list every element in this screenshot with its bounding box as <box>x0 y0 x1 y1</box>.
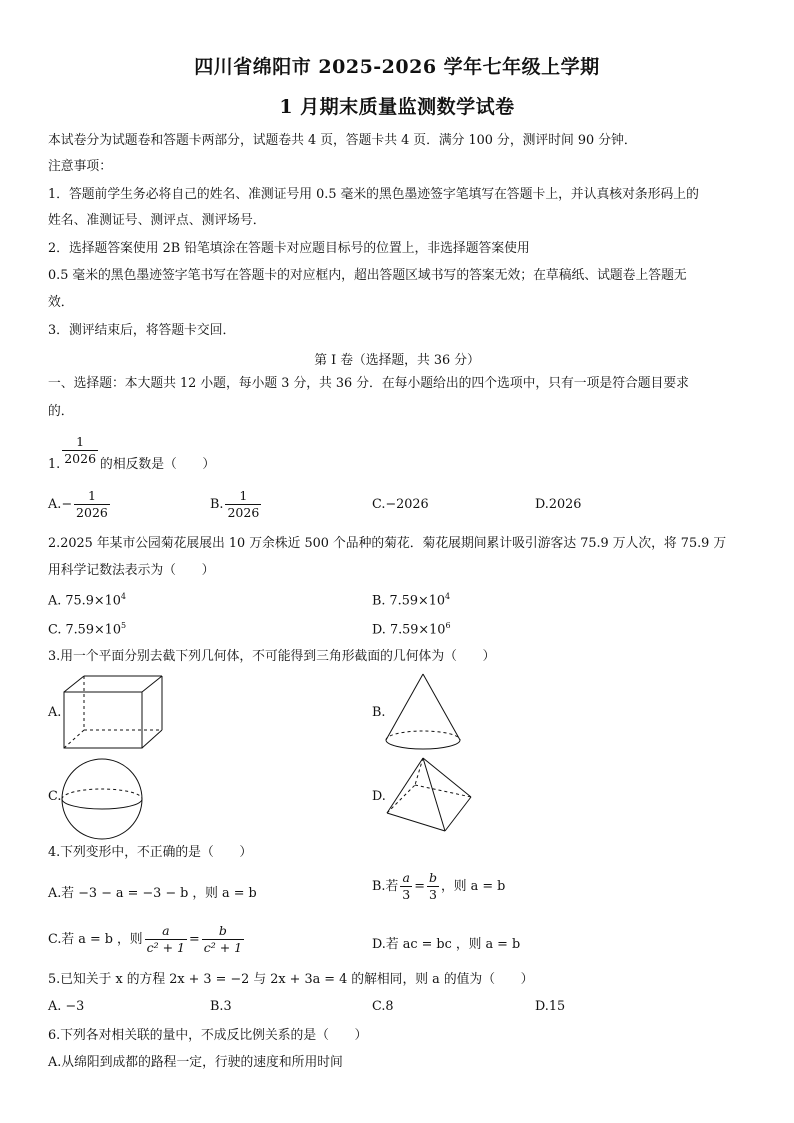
q2-line-2: 用科学记数法表示为（ ） <box>48 563 215 578</box>
q4-b-eq: = <box>414 879 425 894</box>
q1-option-a <box>48 488 112 521</box>
q1-frac-den: 2026 <box>64 451 97 466</box>
q4-option-a: A.若 −3 − a = −3 − b ，则 a = b <box>48 886 257 901</box>
q1-a-den: 2026 <box>76 505 108 520</box>
intro-line-8: 3．测评结束后，将答题卡交回． <box>48 323 236 338</box>
q1-a-sign: − <box>61 497 73 512</box>
q1-option-b <box>210 488 263 521</box>
q3-label-d: D. <box>372 789 386 804</box>
q4-c-n1: a <box>145 923 187 940</box>
q5-option-c: C.8 <box>372 999 394 1014</box>
intro-line-1: 本试卷分为试题卷和答题卡两部分，试题卷共 4 页，答题卡共 4 页．满分 100 分，测评时间 90 分钟． <box>48 133 637 148</box>
q4-b-n1: a <box>400 870 412 887</box>
q3-label-c: C. <box>48 789 62 804</box>
q2-line-1: 2.2025 年某市公园菊花展展出 10 万余株近 500 个品种的菊花．菊花展期间累计吸引游客达 75.9 万人次，将 75.9 万 <box>48 536 727 551</box>
section-desc-2: 的． <box>48 404 74 419</box>
q4-c-frac-2 <box>202 923 244 956</box>
q2-a-text: A. 75.9×10 <box>48 593 121 609</box>
q5-stem: 5.已知关于 x 的方程 2x + 3 = −2 与 2x + 3a = 4 的解相同，则 a 的值为（ ） <box>48 972 534 987</box>
intro-line-7: 效． <box>48 295 74 310</box>
q3-label-b: B. <box>372 705 386 720</box>
q5-option-d: D.15 <box>535 999 566 1014</box>
q2-b-exp: 4 <box>445 592 451 601</box>
q2-d-text: D. 7.59×10 <box>372 622 446 638</box>
q1-a-fraction <box>74 488 110 521</box>
q1-a-num: 1 <box>74 488 110 505</box>
q1-frac-num: 1 <box>62 434 98 451</box>
q2-option-d <box>372 621 451 637</box>
q1-option-c: C.−2026 <box>372 497 429 512</box>
q6-stem: 6.下列各对相关联的量中，不成反比例关系的是（ ） <box>48 1028 368 1043</box>
q1-b-num: 1 <box>225 488 261 505</box>
q1-stem: 的相反数是（ ） <box>100 457 216 472</box>
q5-option-b: B.3 <box>210 999 232 1014</box>
cuboid-figure <box>58 672 166 752</box>
q4-b-d2: 3 <box>429 887 437 902</box>
cone-figure <box>383 670 463 756</box>
intro-notice: 注意事项： <box>48 159 112 174</box>
q4-option-d: D.若 ac = bc ，则 a = b <box>372 937 521 952</box>
q4-c-n2: b <box>202 923 244 940</box>
question-1 <box>48 434 215 472</box>
sphere-figure <box>58 756 148 842</box>
q4-c-d2: c² + 1 <box>203 940 243 955</box>
q4-stem: 4.下列变形中，不正确的是（ ） <box>48 845 253 860</box>
q1-b-label: B. <box>210 497 224 512</box>
q2-a-exp: 4 <box>120 592 126 601</box>
q2-option-b <box>372 592 450 608</box>
pyramid-figure <box>385 755 475 837</box>
q1-fraction <box>62 434 98 467</box>
q2-option-c <box>48 621 126 637</box>
section-desc-1: 一、选择题：本大题共 12 小题，每小题 3 分，共 36 分．在每小题给出的四个选项中，只有一项是符合题目要求 <box>48 376 689 391</box>
q1-option-d: D.2026 <box>535 497 582 512</box>
q4-b-post: ，则 a = b <box>440 879 506 894</box>
q1-b-den: 2026 <box>227 505 260 520</box>
q4-b-frac-2 <box>427 870 439 903</box>
q5-option-a: A. −3 <box>48 999 85 1014</box>
q4-b-frac-1 <box>400 870 412 903</box>
section-title: 第 I 卷（选择题，共 36 分） <box>314 353 480 368</box>
q2-c-text: C. 7.59×10 <box>48 622 121 638</box>
intro-line-3: 1．答题前学生务必将自己的姓名、准测证号用 0.5 毫米的黑色墨迹签字笔填写在答题卡上，并认真核对条形码上的 <box>48 187 699 202</box>
q4-c-eq: = <box>189 932 200 947</box>
q4-b-n2: b <box>428 870 437 885</box>
q1-b-fraction <box>225 488 261 521</box>
exam-title-line1: 四川省绵阳市 2025-2026 学年七年级上学期 <box>194 56 600 78</box>
q6-option-a: A.从绵阳到成都的路程一定，行驶的速度和所用时间 <box>48 1055 343 1070</box>
intro-line-5: 2．选择题答案使用 2B 铅笔填涂在答题卡对应题目标号的位置上，非选择题答案使用 <box>48 241 530 256</box>
q2-d-exp: 6 <box>445 621 451 630</box>
q1-a-label: A. <box>48 497 62 512</box>
intro-line-4: 姓名、准测证号、测评点、测评场号． <box>48 213 266 228</box>
q4-option-c <box>48 923 246 956</box>
q2-c-exp: 5 <box>120 621 127 630</box>
q4-b-pre: B.若 <box>372 879 399 894</box>
exam-title-line2: 1 月期末质量监测数学试卷 <box>279 96 515 118</box>
q3-stem: 3.用一个平面分别去截下列几何体，不可能得到三角形截面的几何体为（ ） <box>48 649 496 664</box>
q3-label-a: A. <box>48 705 62 720</box>
intro-line-6: 0.5 毫米的黑色墨迹签字笔书写在答题卡的对应框内，超出答题区域书写的答案无效；在草稿纸、试题卷上答题无 <box>48 268 687 283</box>
q4-c-frac-1 <box>145 923 187 956</box>
q2-b-text: B. 7.59×10 <box>372 593 446 609</box>
q1-number: 1. <box>48 457 61 472</box>
q4-c-d1: c² + 1 <box>146 940 185 955</box>
q4-option-b <box>372 870 505 903</box>
q2-option-a <box>48 592 126 608</box>
q4-c-pre: C.若 a = b ，则 <box>48 932 143 947</box>
q4-b-d1: 3 <box>402 887 411 902</box>
